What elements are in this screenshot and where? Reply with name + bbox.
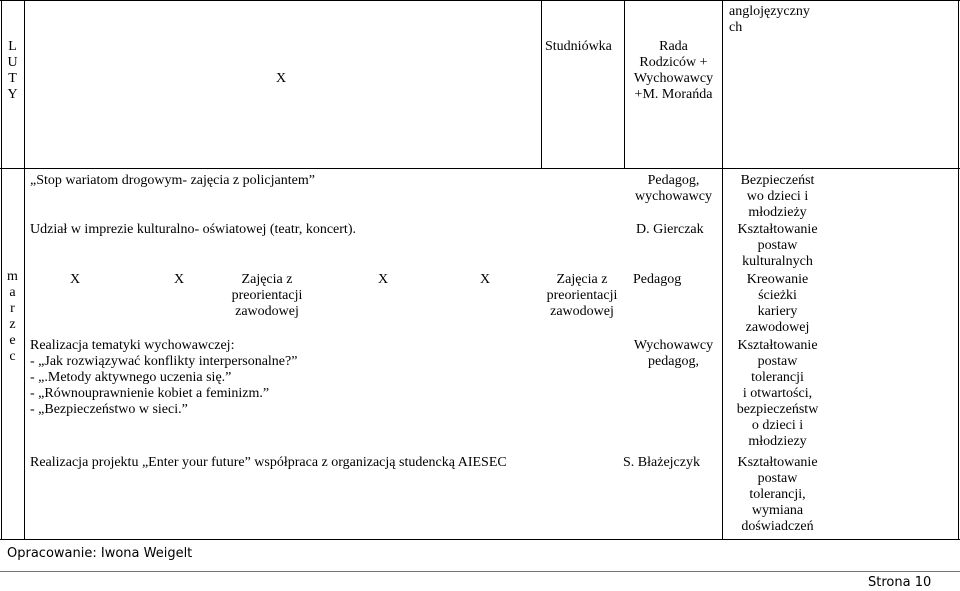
month-letter: U bbox=[7, 55, 18, 70]
task-educational-topics: Realizacja tematyki wychowawczej: bbox=[30, 338, 235, 353]
career-class-label: Zajęcia z bbox=[556, 272, 608, 287]
task-educational-topics: - „Bezpieczeństwo w sieci.” bbox=[30, 402, 188, 417]
task-educational-topics: - „Równouprawnienie kobiet a feminizm.” bbox=[30, 386, 270, 401]
mark-x: X bbox=[174, 272, 185, 287]
goal-text: anglojęzyczny bbox=[729, 4, 810, 19]
task-cultural-event: Udział w imprezie kulturalno- oświatowej (teatr, koncert). bbox=[30, 222, 356, 237]
goal-text: ch bbox=[729, 20, 743, 35]
goal-text: zawodowej bbox=[745, 320, 810, 335]
responsible-text: wychowawcy bbox=[635, 189, 712, 204]
month-column-line bbox=[24, 0, 25, 540]
month-letter: m bbox=[7, 269, 18, 284]
goal-text: Bezpieczeńst bbox=[740, 173, 815, 188]
month-letter: r bbox=[10, 301, 15, 316]
goal-text: Kreowanie bbox=[746, 272, 809, 287]
event-parents-line: Wychowawcy bbox=[633, 71, 714, 86]
task-traffic-safety: „Stop wariatom drogowym- zajęcia z policjantem” bbox=[30, 173, 315, 188]
responsible-text: pedagog, bbox=[648, 354, 699, 369]
goal-text: kariery bbox=[757, 304, 798, 319]
responsible-text: S. Błażejczyk bbox=[623, 455, 700, 470]
events-column-line bbox=[541, 0, 542, 169]
responsible-text: Pedagog, bbox=[647, 173, 700, 188]
goal-text: o dzieci i bbox=[751, 418, 804, 433]
responsible-text: D. Gierczak bbox=[636, 222, 704, 237]
goal-text: młodzieży bbox=[748, 205, 807, 220]
goal-text: tolerancji bbox=[751, 370, 804, 385]
month-letter: c bbox=[9, 349, 16, 364]
goal-text: kulturalnych bbox=[742, 254, 813, 269]
career-class-label: zawodowej bbox=[550, 304, 614, 319]
row-separator-line bbox=[0, 168, 960, 169]
goal-text: i otwartości, bbox=[742, 386, 813, 401]
mark-x: X bbox=[378, 272, 389, 287]
event-parents-line: Rada bbox=[659, 39, 688, 54]
month-letter: z bbox=[9, 317, 16, 332]
goal-text: bezpieczeństw bbox=[736, 402, 819, 417]
task-aiesec-project: Realizacja projektu „Enter your future” współpraca z organizacją studencką AIESEC bbox=[30, 455, 507, 470]
goal-text: postaw bbox=[757, 471, 798, 486]
mark-x: X bbox=[70, 272, 81, 287]
table-top-border bbox=[0, 0, 960, 1]
career-class-label: Zajęcia z bbox=[241, 272, 293, 287]
page-number: Strona 10 bbox=[868, 575, 932, 590]
table-right-border bbox=[958, 0, 959, 540]
responsible-text: Wychowawcy bbox=[633, 338, 714, 353]
career-class-label: preorientacji bbox=[231, 288, 303, 303]
mark-x: X bbox=[480, 272, 491, 287]
career-class-label: preorientacji bbox=[546, 288, 618, 303]
month-letter: T bbox=[8, 71, 17, 86]
task-educational-topics: - „Jak rozwiązywać konflikty interpersonalne?” bbox=[30, 354, 298, 369]
month-letter: L bbox=[8, 39, 17, 54]
goal-text: wymiana bbox=[751, 503, 804, 518]
event-studniowka: Studniówka bbox=[545, 39, 612, 54]
month-letter: a bbox=[9, 285, 16, 300]
goal-text: ścieżki bbox=[758, 288, 797, 303]
mark-x: X bbox=[276, 71, 287, 86]
task-educational-topics: - „.Metody aktywnego uczenia się.” bbox=[30, 370, 232, 385]
goal-text: tolerancji, bbox=[749, 487, 806, 502]
goal-text: Kształtowanie bbox=[737, 222, 818, 237]
goal-text: postaw bbox=[757, 238, 798, 253]
career-class-label: zawodowej bbox=[235, 304, 299, 319]
table-bottom-border bbox=[0, 539, 960, 540]
goal-text: doświadczeń bbox=[741, 519, 814, 534]
goal-text: Kształtowanie bbox=[737, 455, 818, 470]
event-parents-line: +M. Morańda bbox=[634, 87, 713, 102]
month-letter: Y bbox=[7, 87, 18, 102]
month-letter: e bbox=[9, 333, 16, 348]
event-parents-line: Rodziców + bbox=[639, 55, 708, 70]
footer-rule bbox=[0, 571, 960, 572]
responsible-text: Pedagog bbox=[633, 272, 682, 287]
goal-text: młodziezy bbox=[748, 434, 807, 449]
goal-text: postaw bbox=[757, 354, 798, 369]
goal-text: wo dzieci i bbox=[746, 189, 809, 204]
goal-text: Kształtowanie bbox=[737, 338, 818, 353]
footer-author: Opracowanie: Iwona Weigelt bbox=[7, 546, 193, 561]
